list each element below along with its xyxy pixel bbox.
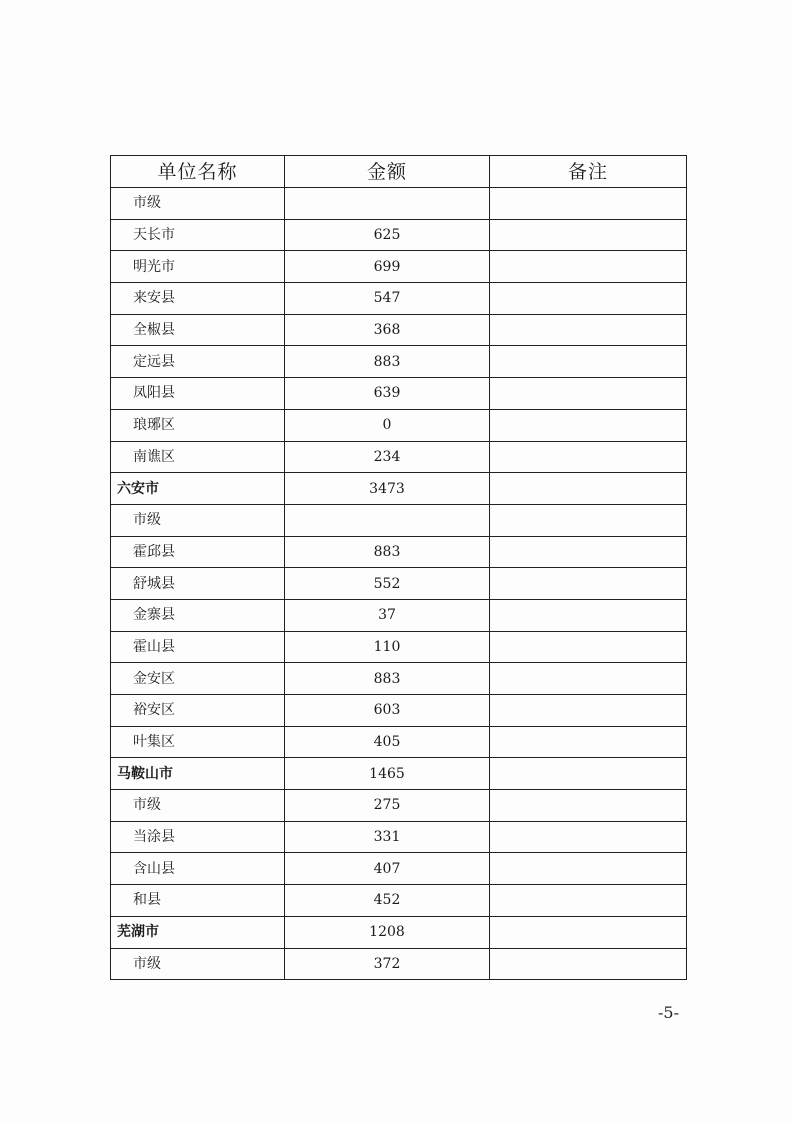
amount-cell: 331 xyxy=(285,821,490,853)
note-cell xyxy=(490,473,687,505)
unit-name-cell: 霍山县 xyxy=(111,631,285,663)
city-name-cell: 芜湖市 xyxy=(111,916,285,948)
unit-name-cell: 叶集区 xyxy=(111,726,285,758)
note-cell xyxy=(490,790,687,822)
unit-name-cell: 霍邱县 xyxy=(111,536,285,568)
header-note: 备注 xyxy=(490,156,687,188)
table-row xyxy=(111,473,687,505)
table-header xyxy=(111,156,687,188)
amount-cell: 639 xyxy=(285,378,490,410)
table-row xyxy=(111,188,687,220)
amount-cell: 1465 xyxy=(285,758,490,790)
unit-name-cell: 全椒县 xyxy=(111,314,285,346)
allocation-table xyxy=(110,155,687,980)
amount-cell: 407 xyxy=(285,853,490,885)
header-unit-name: 单位名称 xyxy=(111,156,285,188)
note-cell xyxy=(490,441,687,473)
table-row xyxy=(111,885,687,917)
note-cell xyxy=(490,916,687,948)
table-row xyxy=(111,378,687,410)
unit-name-cell: 凤阳县 xyxy=(111,378,285,410)
note-cell xyxy=(490,568,687,600)
amount-cell: 37 xyxy=(285,599,490,631)
unit-name-cell: 含山县 xyxy=(111,853,285,885)
amount-cell: 275 xyxy=(285,790,490,822)
amount-cell: 603 xyxy=(285,695,490,727)
amount-cell: 110 xyxy=(285,631,490,663)
unit-name-cell: 琅琊区 xyxy=(111,409,285,441)
amount-cell: 883 xyxy=(285,663,490,695)
table-row xyxy=(111,695,687,727)
note-cell xyxy=(490,346,687,378)
amount-cell: 405 xyxy=(285,726,490,758)
note-cell xyxy=(490,663,687,695)
unit-name-cell: 金安区 xyxy=(111,663,285,695)
note-cell xyxy=(490,536,687,568)
amount-cell: 699 xyxy=(285,251,490,283)
note-cell xyxy=(490,188,687,220)
amount-cell: 372 xyxy=(285,948,490,980)
note-cell xyxy=(490,853,687,885)
table-row xyxy=(111,948,687,980)
table-row xyxy=(111,346,687,378)
note-cell xyxy=(490,821,687,853)
note-cell xyxy=(490,409,687,441)
unit-name-cell: 市级 xyxy=(111,948,285,980)
unit-name-cell: 裕安区 xyxy=(111,695,285,727)
note-cell xyxy=(490,885,687,917)
note-cell xyxy=(490,251,687,283)
note-cell xyxy=(490,599,687,631)
table-row xyxy=(111,853,687,885)
amount-cell: 883 xyxy=(285,536,490,568)
unit-name-cell: 当涂县 xyxy=(111,821,285,853)
unit-name-cell: 南谯区 xyxy=(111,441,285,473)
table-row xyxy=(111,821,687,853)
unit-name-cell: 金寨县 xyxy=(111,599,285,631)
amount-cell: 234 xyxy=(285,441,490,473)
table-row xyxy=(111,758,687,790)
table-row xyxy=(111,599,687,631)
table-row xyxy=(111,916,687,948)
amount-cell: 547 xyxy=(285,283,490,315)
header-row xyxy=(111,156,687,188)
unit-name-cell: 市级 xyxy=(111,790,285,822)
unit-name-cell: 天长市 xyxy=(111,219,285,251)
header-amount: 金额 xyxy=(285,156,490,188)
note-cell xyxy=(490,283,687,315)
amount-cell: 1208 xyxy=(285,916,490,948)
note-cell xyxy=(490,504,687,536)
table-row xyxy=(111,441,687,473)
unit-name-cell: 舒城县 xyxy=(111,568,285,600)
table-row xyxy=(111,504,687,536)
unit-name-cell: 市级 xyxy=(111,188,285,220)
note-cell xyxy=(490,695,687,727)
amount-cell: 883 xyxy=(285,346,490,378)
city-name-cell: 六安市 xyxy=(111,473,285,505)
amount-cell: 552 xyxy=(285,568,490,600)
note-cell xyxy=(490,948,687,980)
unit-name-cell: 定远县 xyxy=(111,346,285,378)
unit-name-cell: 市级 xyxy=(111,504,285,536)
table-body xyxy=(111,188,687,980)
amount-cell xyxy=(285,504,490,536)
unit-name-cell: 和县 xyxy=(111,885,285,917)
table-row xyxy=(111,631,687,663)
table-row xyxy=(111,314,687,346)
amount-cell: 368 xyxy=(285,314,490,346)
table-row xyxy=(111,663,687,695)
table-row xyxy=(111,283,687,315)
table-row xyxy=(111,251,687,283)
note-cell xyxy=(490,631,687,663)
amount-cell xyxy=(285,188,490,220)
table-row xyxy=(111,219,687,251)
amount-cell: 3473 xyxy=(285,473,490,505)
table-row xyxy=(111,726,687,758)
page-number: -5- xyxy=(658,1003,679,1022)
amount-cell: 452 xyxy=(285,885,490,917)
note-cell xyxy=(490,219,687,251)
table-row xyxy=(111,790,687,822)
city-name-cell: 马鞍山市 xyxy=(111,758,285,790)
amount-cell: 625 xyxy=(285,219,490,251)
note-cell xyxy=(490,314,687,346)
unit-name-cell: 来安县 xyxy=(111,283,285,315)
table-row xyxy=(111,568,687,600)
table-row xyxy=(111,536,687,568)
note-cell xyxy=(490,378,687,410)
unit-name-cell: 明光市 xyxy=(111,251,285,283)
note-cell xyxy=(490,758,687,790)
amount-cell: 0 xyxy=(285,409,490,441)
note-cell xyxy=(490,726,687,758)
table-row xyxy=(111,409,687,441)
